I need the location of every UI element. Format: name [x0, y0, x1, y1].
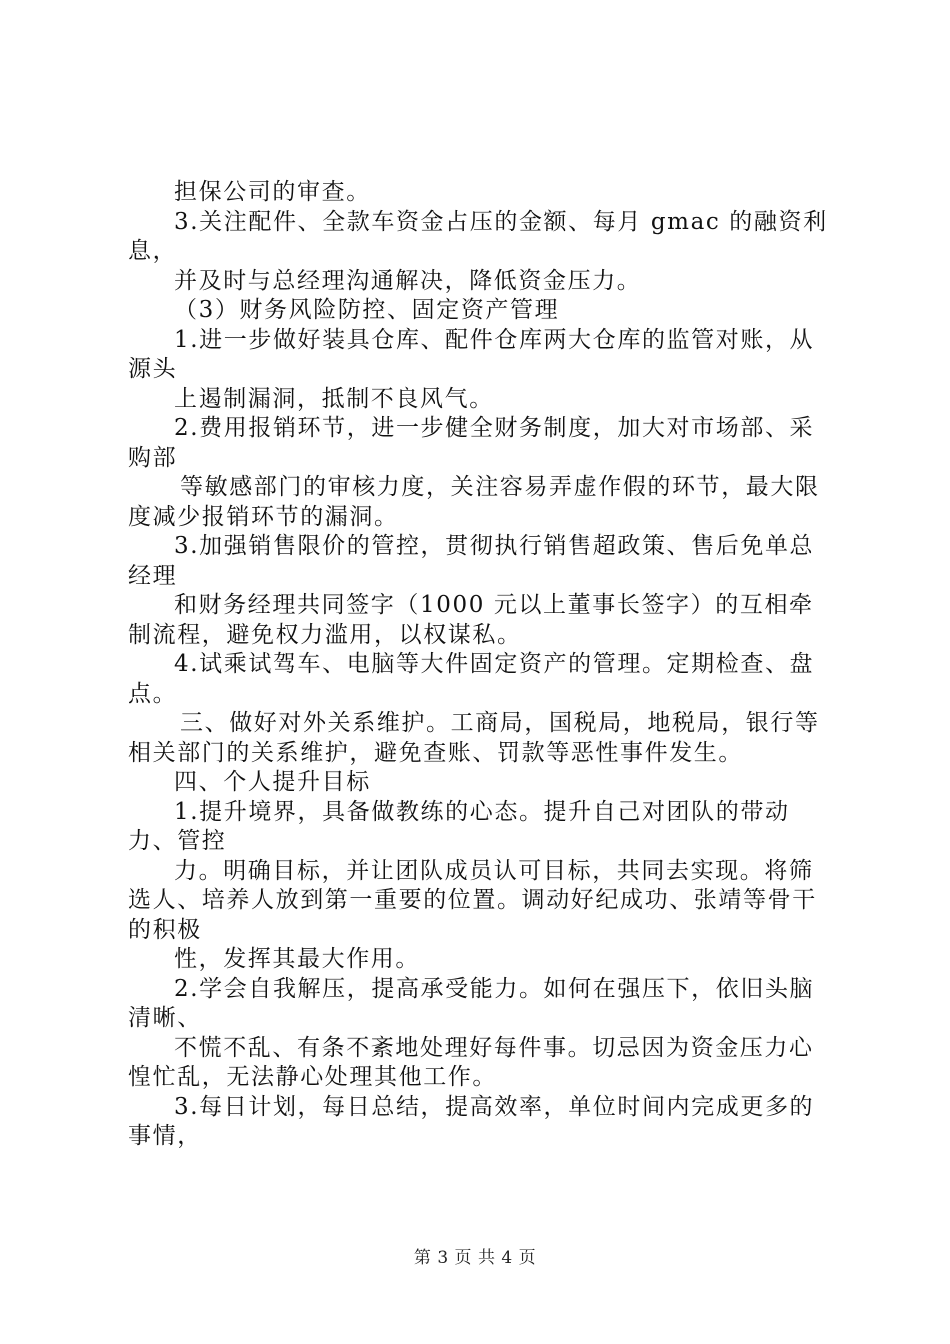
paragraph: 3.关注配件、全款车资金占压的金额、每月 gmac 的融资利息， [128, 208, 828, 264]
paragraph: 3.每日计划，每日总结，提高效率，单位时间内完成更多的事情， [128, 1093, 815, 1149]
paragraph: 1.提升境界，具备做教练的心态。提升自己对团队的带动力、管控 [128, 798, 790, 854]
paragraph: 上遏制漏洞，抵制不良风气。 [174, 385, 494, 412]
paragraph: 等敏感部门的审核力度，关注容易弄虚作假的环节，最大限度减少报销环节的漏洞。 [128, 474, 820, 530]
paragraph: 四、个人提升目标 [174, 769, 371, 795]
paragraph: 1.进一步做好装具仓库、配件仓库两大仓库的监管对账，从源头 [128, 326, 815, 382]
document-body [128, 178, 838, 1152]
paragraph: （3）财务风险防控、固定资产管理 [174, 297, 560, 323]
paragraph: 三、做好对外关系维护。工商局，国税局，地税局，银行等相关部门的关系维护，避免查账、罚款等恶性事件发生。 [128, 710, 820, 766]
paragraph: 2.费用报销环节，进一步健全财务制度，加大对市场部、采购部 [128, 415, 815, 471]
paragraph: 不慌不乱、有条不紊地处理好每件事。切忌因为资金压力心惶忙乱，无法静心处理其他工作。 [128, 1034, 814, 1090]
paragraph: 3.加强销售限价的管控，贯彻执行销售超政策、售后免单总经理 [128, 533, 815, 589]
paragraph: 2.学会自我解压，提高承受能力。如何在强压下，依旧头脑清晰、 [128, 975, 815, 1031]
page-footer: 第 3 页 共 4 页 [413, 1248, 537, 1268]
paragraph: 和财务经理共同签字（1000 元以上董事长签字）的互相牵制流程，避免权力滥用，以权谋私。 [128, 592, 814, 648]
paragraph: 4.试乘试驾车、电脑等大件固定资产的管理。定期检查、盘点。 [128, 651, 815, 707]
paragraph: 并及时与总经理沟通解决，降低资金压力。 [174, 267, 642, 294]
paragraph: 担保公司的审查。 [174, 179, 371, 205]
paragraph: 性，发挥其最大作用。 [174, 946, 420, 972]
paragraph: 力。明确目标，并让团队成员认可目标，共同去实现。将筛选人、培养人放到第一重要的位置。调动好纪成功、张靖等骨干的积极 [128, 857, 817, 943]
